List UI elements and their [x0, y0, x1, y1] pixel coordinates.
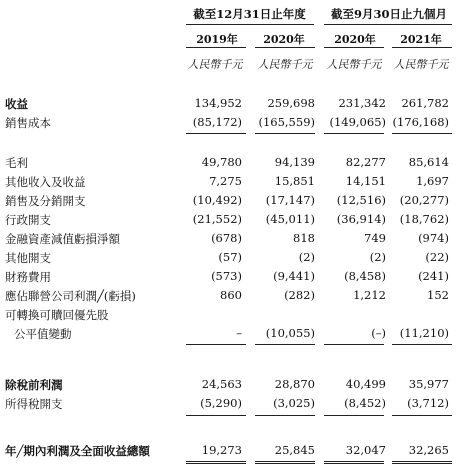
row-label: 除稅前利潤 — [5, 378, 63, 392]
total-double-rule-0 — [186, 461, 246, 464]
subtotal-rule-1 — [255, 133, 315, 134]
row-label: 銷售成本 — [5, 116, 51, 130]
cell-2019: (57) — [218, 250, 242, 264]
cell-2019: 860 — [220, 288, 242, 302]
row-label: 金融資產減值虧損淨額 — [5, 232, 120, 246]
cell-2019: 134,952 — [194, 96, 242, 110]
row-label: 其他開支 — [5, 251, 51, 265]
row-label: 年╱期內利潤及全面收益總額 — [5, 444, 150, 458]
cell-2021-9m: 261,782 — [401, 96, 449, 110]
cell-2020-9m: 1,212 — [353, 288, 386, 302]
row-label: 收益 — [5, 97, 28, 111]
cell-2021-9m: 32,265 — [408, 443, 449, 457]
subtotal-rule-2 — [324, 133, 384, 134]
unit-label-0: 人民幣千元 — [187, 58, 243, 71]
cell-2020-9m: (2) — [369, 250, 386, 264]
cell-2021-9m: (974) — [418, 231, 449, 245]
cell-2020-9m: (36,914) — [336, 212, 386, 226]
cell-2019: (10,492) — [192, 193, 242, 207]
cell-2020: 259,698 — [267, 96, 315, 110]
year-2021-nine: 2021年 — [400, 33, 442, 46]
row-label: 應佔聯營公司利潤╱(虧損) — [5, 289, 136, 303]
row-label: 所得稅開支 — [5, 397, 63, 411]
row-convertible-preferred — [0, 307, 459, 323]
cell-2019: (573) — [211, 269, 242, 283]
row-profit-before-tax — [0, 377, 459, 393]
row-finance-costs — [0, 269, 459, 285]
cell-2020-9m: (12,516) — [336, 193, 386, 207]
row-label: 行政開支 — [5, 213, 51, 227]
cell-2019: (85,172) — [192, 115, 242, 129]
cell-2019: 49,780 — [201, 155, 242, 169]
cell-2021-9m: (11,210) — [399, 326, 449, 340]
cell-2021-9m: 35,977 — [408, 377, 449, 391]
row-revenue — [0, 96, 459, 112]
subtotal-rule-2 — [324, 344, 384, 345]
total-double-rule-2 — [324, 461, 384, 464]
cell-2020: 818 — [293, 231, 315, 245]
cell-2021-9m: (176,168) — [392, 115, 449, 129]
year-rule-3 — [392, 47, 452, 48]
year-rule-1 — [255, 47, 315, 48]
cell-2019: (5,290) — [200, 396, 242, 410]
cell-2020-9m: 231,342 — [338, 96, 386, 110]
cell-2021-9m: (20,277) — [399, 193, 449, 207]
unit-label-2: 人民幣千元 — [326, 58, 382, 71]
subtotal-rule-2 — [324, 415, 384, 416]
cell-2021-9m: (241) — [418, 269, 449, 283]
subtotal-rule-3 — [392, 133, 452, 134]
row-label: 財務費用 — [5, 270, 51, 284]
cell-2020: (2) — [298, 250, 315, 264]
row-label: 其他收入及收益 — [5, 175, 86, 189]
subtotal-rule-3 — [392, 344, 452, 345]
cell-2019: (678) — [211, 231, 242, 245]
cell-2020-9m: (8,452) — [344, 396, 386, 410]
cell-2020: 94,139 — [274, 155, 315, 169]
unit-label-1: 人民幣千元 — [257, 58, 313, 71]
cell-2020: 15,851 — [274, 174, 315, 188]
row-label: 銷售及分銷開支 — [5, 194, 86, 208]
cell-2021-9m: (3,712) — [407, 396, 449, 410]
row-other-income — [0, 174, 459, 190]
row-total-comprehensive-income — [0, 443, 459, 459]
year-2019: 2019年 — [196, 33, 238, 46]
row-label: 毛利 — [5, 156, 28, 170]
subtotal-rule-1 — [255, 344, 315, 345]
cell-2020: 25,845 — [274, 443, 315, 457]
cell-2021-9m: (18,762) — [399, 212, 449, 226]
total-double-rule-1 — [255, 461, 315, 464]
cell-2020: (282) — [284, 288, 315, 302]
cell-2019: – — [236, 326, 242, 340]
cell-2020: (3,025) — [273, 396, 315, 410]
year-2020-full: 2020年 — [263, 33, 305, 46]
row-cost-of-sales — [0, 115, 459, 131]
row-share-of-associates — [0, 288, 459, 304]
cell-2020-9m: (–) — [371, 326, 386, 340]
cell-2020: (45,011) — [265, 212, 315, 226]
subtotal-rule-0 — [186, 133, 246, 134]
cell-2020-9m: 82,277 — [345, 155, 386, 169]
total-double-rule-3 — [392, 461, 452, 464]
cell-2020-9m: (8,458) — [344, 269, 386, 283]
cell-2020-9m: 14,151 — [345, 174, 386, 188]
row-fair-value-change — [0, 326, 459, 342]
row-label: 可轉換可贖回優先股 — [5, 308, 109, 322]
subtotal-rule-0 — [186, 344, 246, 345]
cell-2021-9m: 1,697 — [416, 174, 449, 188]
cell-2020-9m: 749 — [364, 231, 386, 245]
header-full-year-rule — [186, 24, 314, 25]
row-gross-profit — [0, 155, 459, 171]
cell-2020: (10,055) — [265, 326, 315, 340]
header-nine-months: 截至9月30日止九個月 — [330, 7, 447, 21]
year-rule-0 — [186, 47, 246, 48]
row-income-tax — [0, 396, 459, 412]
cell-2020: 28,870 — [274, 377, 315, 391]
row-admin-expenses — [0, 212, 459, 228]
cell-2021-9m: 152 — [427, 288, 449, 302]
cell-2019: (21,552) — [192, 212, 242, 226]
row-impairment-losses — [0, 231, 459, 247]
cell-2020: (165,559) — [258, 115, 315, 129]
cell-2019: 24,563 — [201, 377, 242, 391]
year-rule-2 — [324, 47, 384, 48]
row-selling-expenses — [0, 193, 459, 209]
subtotal-rule-1 — [255, 415, 315, 416]
row-label: 公平值變動 — [14, 327, 72, 341]
header-full-year: 截至12月31日止年度 — [193, 7, 306, 21]
cell-2020: (9,441) — [273, 269, 315, 283]
cell-2020: (17,147) — [265, 193, 315, 207]
header-nine-months-rule — [324, 24, 452, 25]
cell-2021-9m: (22) — [425, 250, 449, 264]
cell-2021-9m: 85,614 — [408, 155, 449, 169]
cell-2019: 7,275 — [209, 174, 242, 188]
row-other-expenses — [0, 250, 459, 266]
cell-2020-9m: (149,065) — [329, 115, 386, 129]
subtotal-rule-3 — [392, 415, 452, 416]
subtotal-rule-0 — [186, 415, 246, 416]
cell-2020-9m: 40,499 — [345, 377, 386, 391]
year-2020-nine: 2020年 — [334, 33, 376, 46]
cell-2020-9m: 32,047 — [345, 443, 386, 457]
cell-2019: 19,273 — [201, 443, 242, 457]
unit-label-3: 人民幣千元 — [393, 58, 449, 71]
